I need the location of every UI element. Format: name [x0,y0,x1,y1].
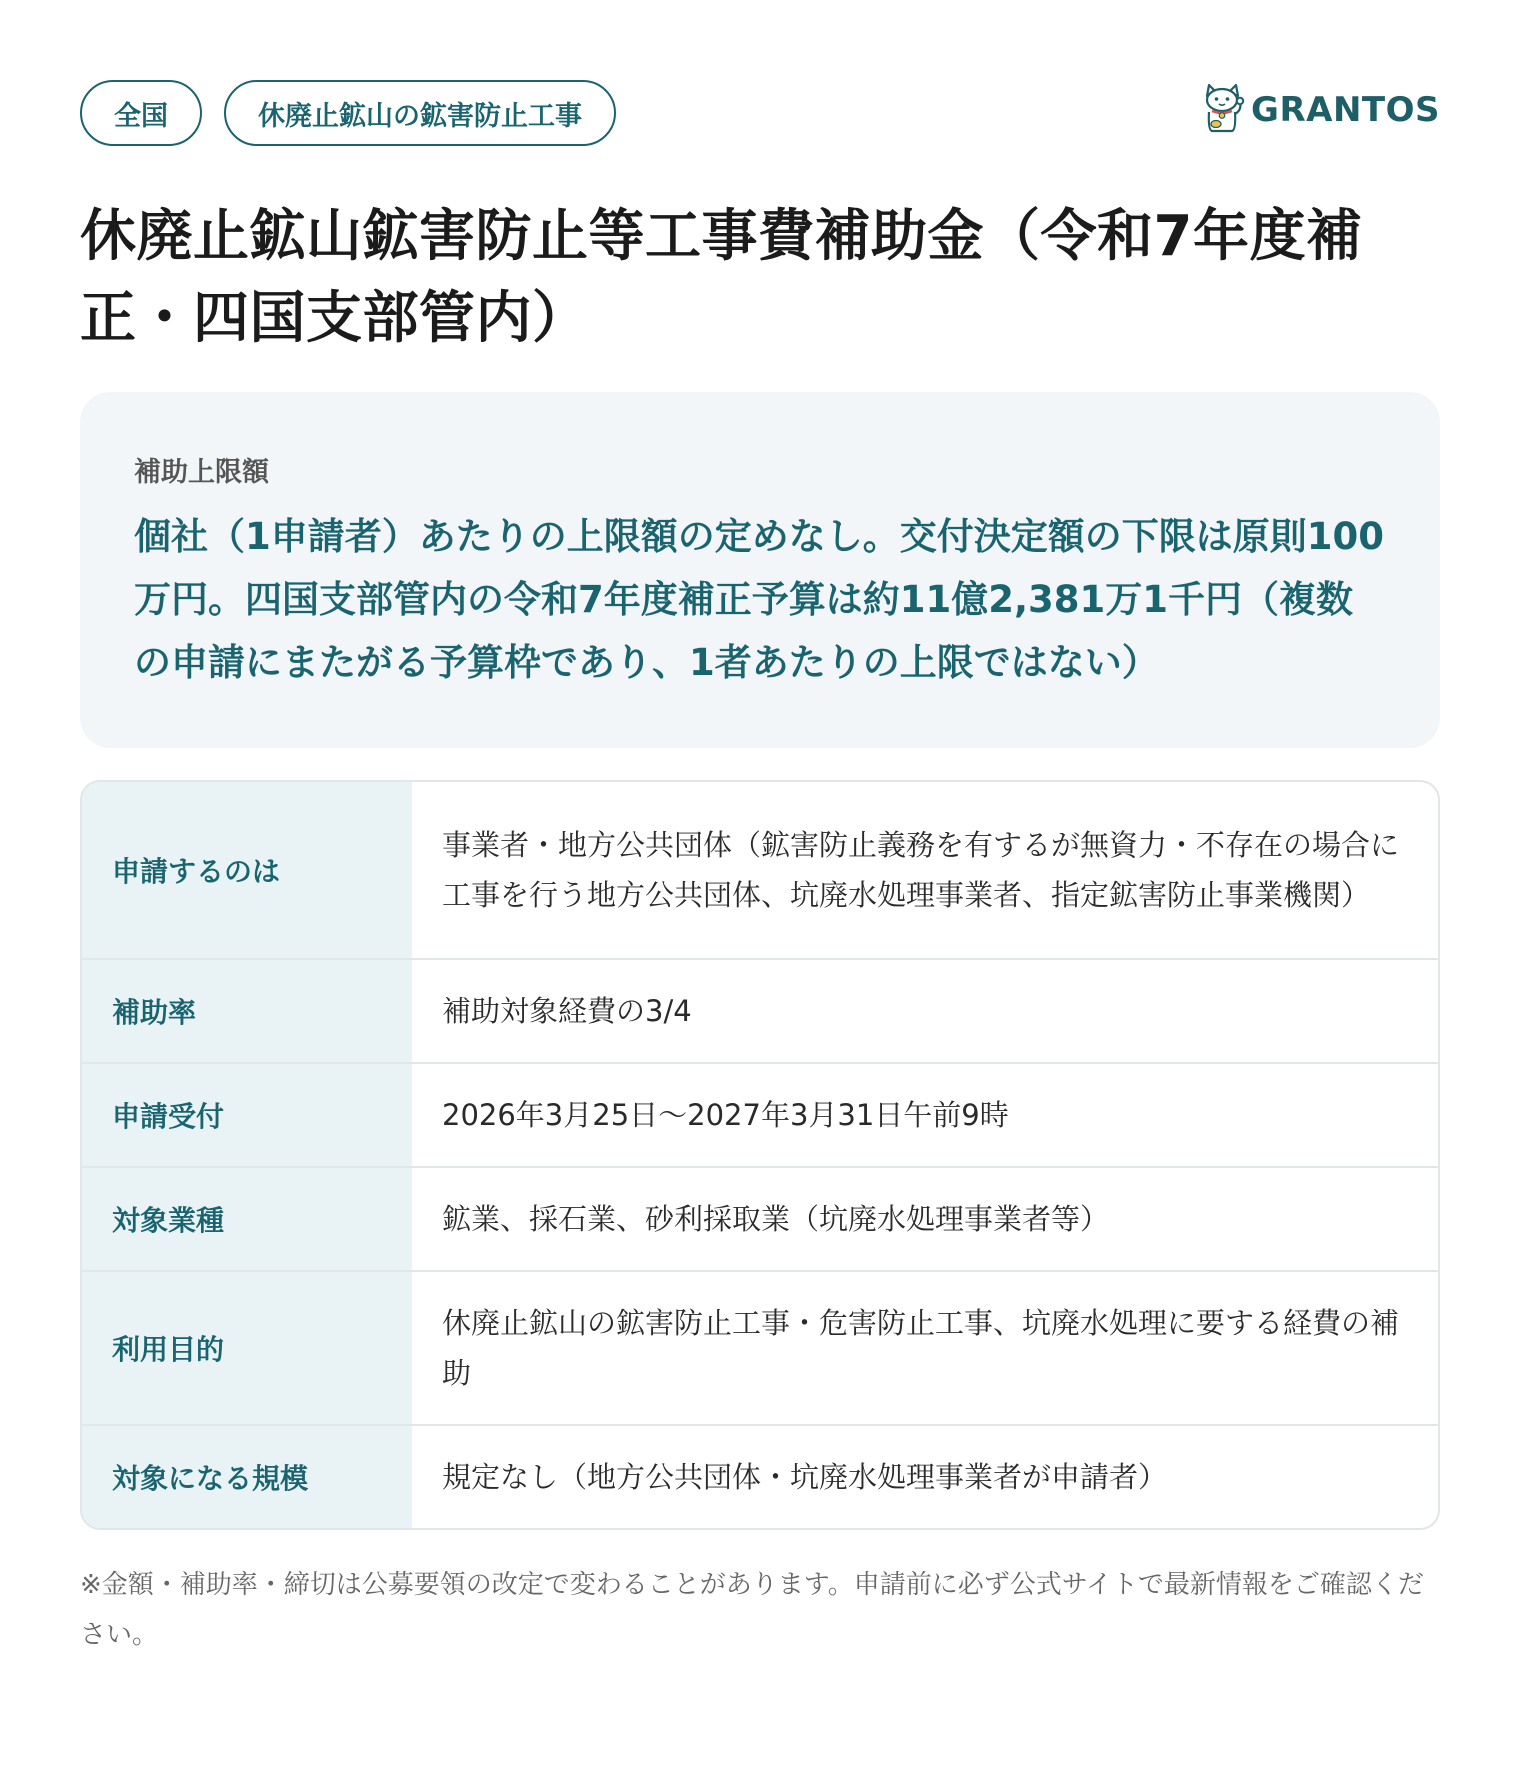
info-row-rate [82,958,1438,1062]
tag-category[interactable]: 休廃止鉱山の鉱害防止工事 [224,80,616,146]
disclaimer-note: ※金額・補助率・締切は公募要領の改定で変わることがあります。申請前に必ず公式サイトで最新情報をご確認ください。 [80,1570,1424,1650]
info-key: 対象になる規模 [82,1426,412,1528]
info-value: 規定なし（地方公共団体・坑廃水処理事業者が申請者） [442,1460,1168,1494]
info-value: 補助対象経費の3/4 [442,994,692,1028]
info-value: 事業者・地方公共団体（鉱害防止義務を有するが無資力・不存在の場合に工事を行う地方公共団体、坑廃水処理事業者、指定鉱害防止事業機関） [442,828,1400,912]
info-row-applicant [82,782,1438,958]
info-row-industry [82,1166,1438,1270]
page-title: 休廃止鉱山鉱害防止等工事費補助金（令和7年度補正・四国支部管内） [80,204,1363,351]
info-row-purpose [82,1270,1438,1424]
page [80,80,1440,1686]
tag-region[interactable]: 全国 [80,80,202,146]
logo-text: GRANTOS [1251,90,1440,130]
limit-text: 個社（1申請者）あたりの上限額の定めなし。交付決定額の下限は原則100万円。四国支部管内の令和7年度補正予算は約11億2,381万1千円（複数の申請にまたがる予算枠であり、1者あたりの上限ではない） [134,515,1384,684]
info-key: 申請受付 [82,1064,412,1166]
info-key: 利用目的 [82,1272,412,1424]
info-table [80,780,1440,1530]
info-value: 休廃止鉱山の鉱害防止工事・危害防止工事、坑廃水処理に要する経費の補助 [442,1306,1400,1390]
info-row-period [82,1062,1438,1166]
info-key: 申請するのは [82,782,412,958]
logo[interactable] [1199,82,1440,138]
info-value: 鉱業、採石業、砂利採取業（坑廃水処理事業者等） [442,1202,1110,1236]
header [80,80,1440,150]
info-key: 補助率 [82,960,412,1062]
info-key: 対象業種 [82,1168,412,1270]
lucky-cat-icon [1199,82,1245,138]
info-value: 2026年3月25日〜2027年3月31日午前9時 [442,1098,1009,1132]
limit-label: 補助上限額 [134,457,269,488]
limit-box [80,392,1440,748]
info-row-scale [82,1424,1438,1528]
